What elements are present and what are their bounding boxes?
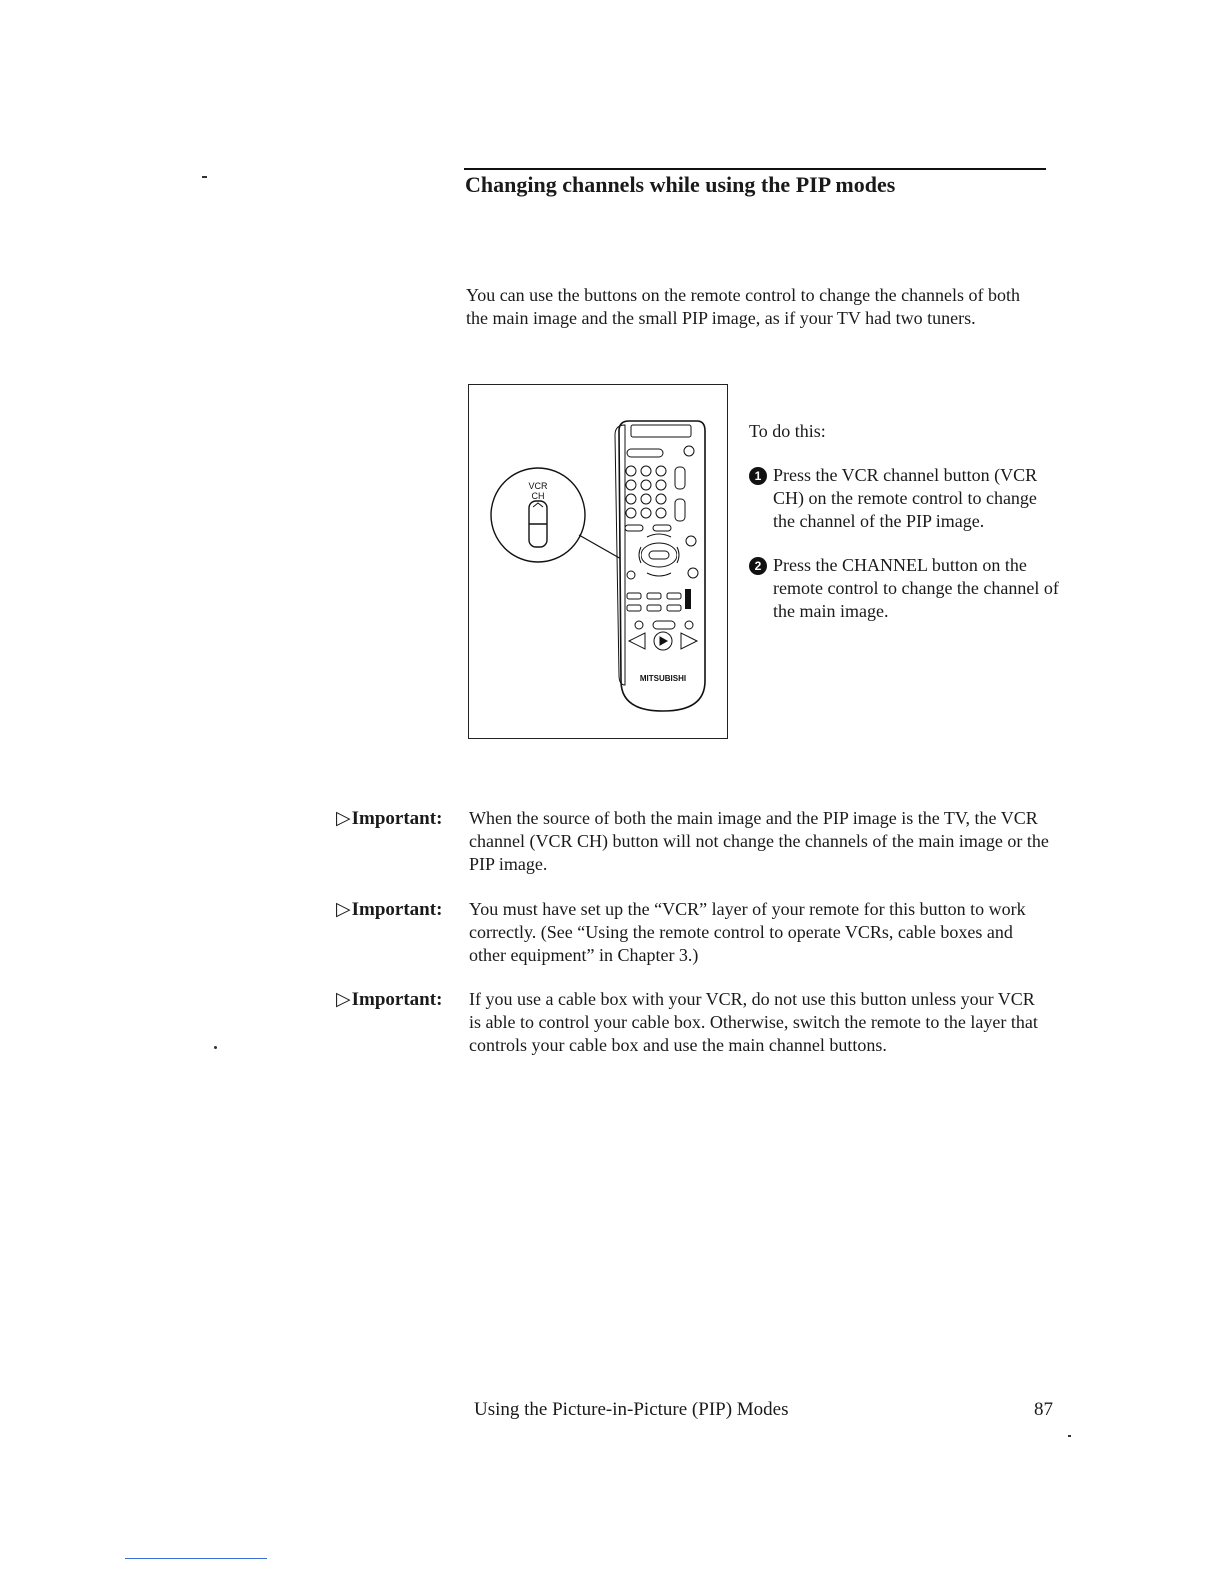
note-text: If you use a cable box with your VCR, do not use this button unless your VCR is able to control your cable box. Otherwise, switch the remote to the layer that controls your cable box and use the main channel buttons. [469, 989, 1038, 1055]
triangle-marker-icon: ▷ [336, 899, 351, 920]
steps-block [749, 420, 1059, 644]
step-number-badge: 1 [749, 467, 767, 485]
note-label: ▷Important: [336, 989, 443, 1010]
page-number: 87 [1034, 1399, 1053, 1420]
note-text: You must have set up the “VCR” layer of your remote for this button to work correctly. (See “Using the remote control to operate VCRs, cable boxes and other equipment” in Chapter 3.) [469, 899, 1026, 965]
callout-label-vcr: VCR [528, 481, 548, 491]
step-item [749, 554, 1059, 623]
intro-paragraph: You can use the buttons on the remote control to change the channels of both the main image and the small PIP image, as if your TV had two tuners. [466, 285, 1021, 328]
steps-lead: To do this: [749, 421, 826, 441]
step-number-badge: 2 [749, 557, 767, 575]
remote-brand: MITSUBISHI [639, 674, 687, 683]
scan-speck [202, 176, 207, 178]
triangle-marker-icon: ▷ [336, 808, 351, 829]
step-text: Press the CHANNEL button on the remote control to change the channel of the main image. [773, 555, 1059, 621]
important-note [336, 807, 1056, 876]
scan-edge-line [125, 1558, 267, 1559]
step-text: Press the VCR channel button (VCR CH) on the remote control to change the channel of the PIP image. [773, 465, 1038, 531]
note-label: ▷Important: [336, 808, 443, 829]
vcr-ch-callout [491, 468, 585, 562]
note-label: ▷Important: [336, 899, 443, 920]
footer-section-title: Using the Picture-in-Picture (PIP) Modes [474, 1399, 789, 1420]
scan-speck [214, 1046, 217, 1049]
page-title: Changing channels while using the PIP modes [465, 172, 896, 197]
scan-speck [1068, 1435, 1071, 1437]
remote-control [615, 421, 705, 711]
title-rule [464, 168, 1046, 170]
remote-illustration [469, 385, 727, 737]
remote-figure [468, 384, 728, 739]
step-item [749, 464, 1059, 533]
important-note [336, 898, 1056, 967]
callout-label-ch: CH [531, 491, 545, 501]
important-note [336, 988, 1056, 1057]
triangle-marker-icon: ▷ [336, 989, 351, 1010]
note-text: When the source of both the main image and the PIP image is the TV, the VCR channel (VCR CH) button will not change the channels of the main image or the PIP image. [469, 808, 1049, 874]
